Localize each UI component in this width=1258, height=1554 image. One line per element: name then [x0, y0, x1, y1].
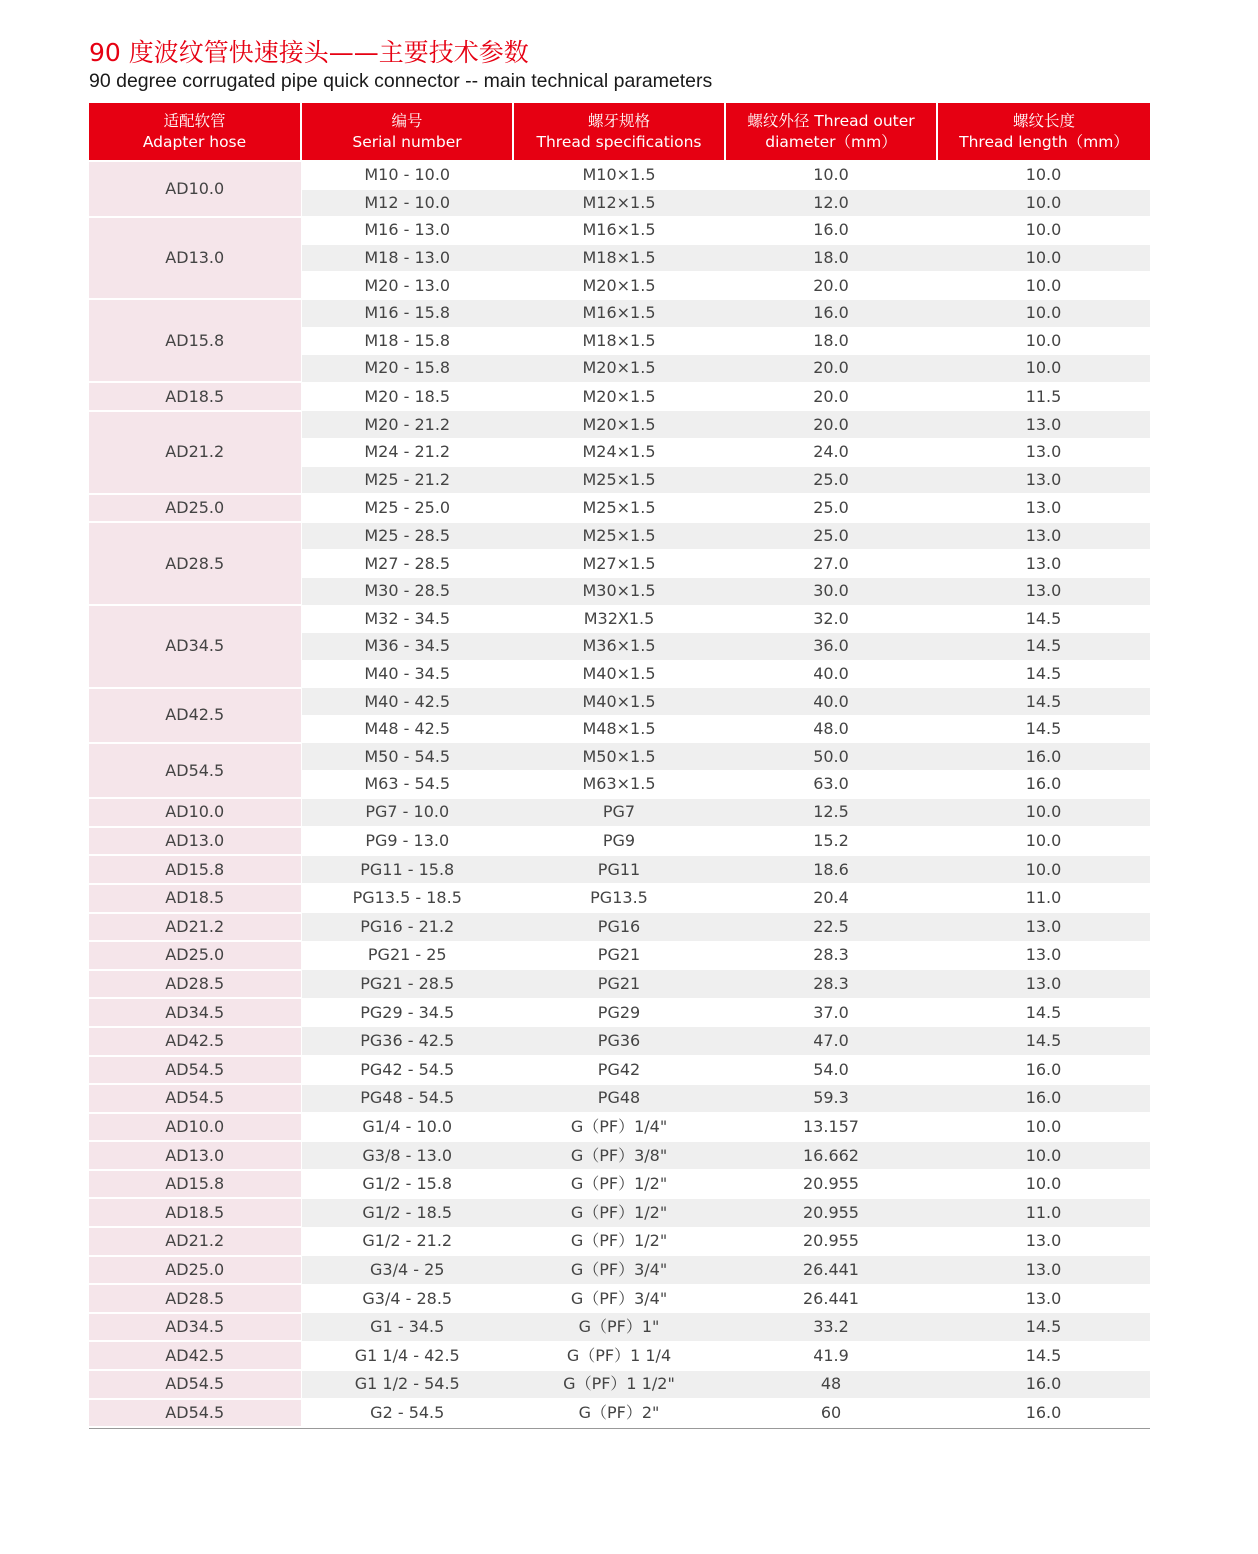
thread-length-cell: 14.5 [937, 633, 1150, 661]
table-row [89, 1227, 1150, 1256]
outer-diameter-cell: 20.0 [725, 272, 937, 300]
adapter-hose-cell: AD34.5 [89, 998, 301, 1027]
serial-number-cell: M25 - 21.2 [301, 466, 513, 494]
thread-length-cell: 13.0 [937, 1227, 1150, 1256]
adapter-hose-cell: AD28.5 [89, 522, 301, 605]
outer-diameter-cell: 40.0 [725, 660, 937, 688]
outer-diameter-cell: 60 [725, 1399, 937, 1428]
serial-number-cell: PG16 - 21.2 [301, 913, 513, 942]
outer-diameter-cell: 16.0 [725, 217, 937, 245]
thread-spec-cell: PG21 [513, 941, 725, 970]
serial-number-cell: PG7 - 10.0 [301, 798, 513, 827]
serial-number-cell: M25 - 25.0 [301, 494, 513, 523]
thread-length-cell: 16.0 [937, 771, 1150, 799]
table-body [89, 161, 1150, 1427]
adapter-hose-cell: AD21.2 [89, 1227, 301, 1256]
table-row [89, 1399, 1150, 1428]
table-row [89, 1256, 1150, 1285]
table-row [89, 1370, 1150, 1399]
outer-diameter-cell: 22.5 [725, 913, 937, 942]
outer-diameter-cell: 12.5 [725, 798, 937, 827]
thread-length-cell: 10.0 [937, 1141, 1150, 1170]
outer-diameter-cell: 33.2 [725, 1313, 937, 1342]
serial-number-cell: M20 - 21.2 [301, 411, 513, 439]
outer-diameter-cell: 37.0 [725, 998, 937, 1027]
serial-number-cell: M16 - 15.8 [301, 299, 513, 327]
thread-length-cell: 14.5 [937, 1313, 1150, 1342]
outer-diameter-cell: 20.955 [725, 1198, 937, 1227]
thread-spec-cell: M16×1.5 [513, 217, 725, 245]
serial-number-cell: M25 - 28.5 [301, 522, 513, 550]
outer-diameter-cell: 18.6 [725, 855, 937, 884]
thread-spec-cell: PG42 [513, 1056, 725, 1085]
thread-length-cell: 11.5 [937, 382, 1150, 411]
serial-number-cell: G1/2 - 18.5 [301, 1198, 513, 1227]
serial-number-cell: G1/2 - 15.8 [301, 1170, 513, 1199]
thread-spec-cell: G（PF）1/2" [513, 1170, 725, 1199]
serial-number-cell: M18 - 13.0 [301, 244, 513, 272]
adapter-hose-cell: AD10.0 [89, 1113, 301, 1142]
adapter-hose-cell: AD54.5 [89, 1056, 301, 1085]
adapter-hose-cell: AD28.5 [89, 1284, 301, 1313]
page-title: 90 度波纹管快速接头——主要技术参数 [89, 38, 529, 67]
header-adapter-hose [89, 103, 301, 161]
adapter-hose-cell: AD54.5 [89, 1399, 301, 1428]
thread-spec-cell: PG11 [513, 855, 725, 884]
serial-number-cell: PG36 - 42.5 [301, 1027, 513, 1056]
outer-diameter-cell: 27.0 [725, 550, 937, 578]
outer-diameter-cell: 25.0 [725, 494, 937, 523]
header-label-cn: 适配软管 [163, 111, 226, 130]
serial-number-cell: PG42 - 54.5 [301, 1056, 513, 1085]
serial-number-cell: M18 - 15.8 [301, 327, 513, 355]
header-thread-outer-diameter [725, 103, 937, 161]
table-row [89, 913, 1150, 942]
adapter-hose-cell: AD54.5 [89, 1084, 301, 1113]
thread-length-cell: 14.5 [937, 605, 1150, 633]
outer-diameter-cell: 25.0 [725, 466, 937, 494]
thread-spec-cell: M16×1.5 [513, 299, 725, 327]
serial-number-cell: G1/2 - 21.2 [301, 1227, 513, 1256]
serial-number-cell: G1 - 34.5 [301, 1313, 513, 1342]
adapter-hose-cell: AD13.0 [89, 1141, 301, 1170]
thread-spec-cell: M25×1.5 [513, 466, 725, 494]
thread-spec-cell: M25×1.5 [513, 494, 725, 523]
thread-spec-cell: G（PF）1/4" [513, 1113, 725, 1142]
serial-number-cell: M50 - 54.5 [301, 743, 513, 771]
thread-spec-cell: M40×1.5 [513, 688, 725, 716]
thread-spec-cell: G（PF）3/4" [513, 1256, 725, 1285]
thread-spec-cell: M32X1.5 [513, 605, 725, 633]
serial-number-cell: M40 - 42.5 [301, 688, 513, 716]
outer-diameter-cell: 13.157 [725, 1113, 937, 1142]
thread-spec-cell: G（PF）1 1/4 [513, 1341, 725, 1370]
outer-diameter-cell: 12.0 [725, 189, 937, 217]
thread-length-cell: 13.0 [937, 466, 1150, 494]
thread-length-cell: 10.0 [937, 355, 1150, 383]
adapter-hose-cell: AD54.5 [89, 743, 301, 798]
thread-length-cell: 11.0 [937, 884, 1150, 913]
thread-length-cell: 10.0 [937, 244, 1150, 272]
table-row [89, 884, 1150, 913]
adapter-hose-cell: AD42.5 [89, 688, 301, 743]
table-row [89, 522, 1150, 550]
serial-number-cell: PG21 - 28.5 [301, 970, 513, 999]
thread-length-cell: 13.0 [937, 941, 1150, 970]
thread-length-cell: 14.5 [937, 1341, 1150, 1370]
thread-spec-cell: PG21 [513, 970, 725, 999]
thread-length-cell: 13.0 [937, 1256, 1150, 1285]
adapter-hose-cell: AD18.5 [89, 1198, 301, 1227]
thread-length-cell: 13.0 [937, 494, 1150, 523]
outer-diameter-cell: 47.0 [725, 1027, 937, 1056]
serial-number-cell: G2 - 54.5 [301, 1399, 513, 1428]
table-row [89, 798, 1150, 827]
thread-length-cell: 14.5 [937, 660, 1150, 688]
outer-diameter-cell: 59.3 [725, 1084, 937, 1113]
header-label-cn: 编号 [391, 111, 423, 130]
table-row [89, 1027, 1150, 1056]
header-label-cn: 螺纹外径 Thread outer [747, 111, 915, 130]
thread-spec-cell: M20×1.5 [513, 411, 725, 439]
thread-length-cell: 10.0 [937, 1113, 1150, 1142]
adapter-hose-cell: AD15.8 [89, 299, 301, 382]
thread-length-cell: 10.0 [937, 798, 1150, 827]
outer-diameter-cell: 32.0 [725, 605, 937, 633]
header-label-cn: 螺牙规格 [587, 111, 650, 130]
adapter-hose-cell: AD21.2 [89, 913, 301, 942]
thread-spec-cell: G（PF）1" [513, 1313, 725, 1342]
serial-number-cell: PG48 - 54.5 [301, 1084, 513, 1113]
outer-diameter-cell: 28.3 [725, 970, 937, 999]
thread-length-cell: 13.0 [937, 411, 1150, 439]
table-row [89, 382, 1150, 411]
header-label-en: Thread length（mm） [959, 132, 1129, 151]
adapter-hose-cell: AD34.5 [89, 605, 301, 688]
outer-diameter-cell: 24.0 [725, 438, 937, 466]
thread-length-cell: 13.0 [937, 970, 1150, 999]
table-row [89, 827, 1150, 856]
thread-length-cell: 13.0 [937, 913, 1150, 942]
thread-length-cell: 10.0 [937, 327, 1150, 355]
thread-length-cell: 10.0 [937, 189, 1150, 217]
serial-number-cell: G3/4 - 28.5 [301, 1284, 513, 1313]
table-row [89, 743, 1150, 771]
serial-number-cell: G1 1/2 - 54.5 [301, 1370, 513, 1399]
table-row [89, 1341, 1150, 1370]
adapter-hose-cell: AD42.5 [89, 1341, 301, 1370]
serial-number-cell: M24 - 21.2 [301, 438, 513, 466]
outer-diameter-cell: 28.3 [725, 941, 937, 970]
serial-number-cell: M63 - 54.5 [301, 771, 513, 799]
outer-diameter-cell: 16.0 [725, 299, 937, 327]
adapter-hose-cell: AD34.5 [89, 1313, 301, 1342]
thread-spec-cell: M40×1.5 [513, 660, 725, 688]
thread-length-cell: 10.0 [937, 272, 1150, 300]
thread-spec-cell: M24×1.5 [513, 438, 725, 466]
serial-number-cell: M20 - 18.5 [301, 382, 513, 411]
adapter-hose-cell: AD18.5 [89, 884, 301, 913]
serial-number-cell: M27 - 28.5 [301, 550, 513, 578]
table-row [89, 970, 1150, 999]
adapter-hose-cell: AD54.5 [89, 1370, 301, 1399]
table-row [89, 1313, 1150, 1342]
thread-spec-cell: M20×1.5 [513, 382, 725, 411]
outer-diameter-cell: 16.662 [725, 1141, 937, 1170]
thread-length-cell: 10.0 [937, 217, 1150, 245]
outer-diameter-cell: 20.0 [725, 382, 937, 411]
outer-diameter-cell: 48 [725, 1370, 937, 1399]
serial-number-cell: M32 - 34.5 [301, 605, 513, 633]
thread-length-cell: 13.0 [937, 577, 1150, 605]
thread-length-cell: 10.0 [937, 827, 1150, 856]
outer-diameter-cell: 30.0 [725, 577, 937, 605]
adapter-hose-cell: AD42.5 [89, 1027, 301, 1056]
thread-length-cell: 13.0 [937, 522, 1150, 550]
adapter-hose-cell: AD15.8 [89, 855, 301, 884]
thread-spec-cell: G（PF）3/4" [513, 1284, 725, 1313]
table-row [89, 998, 1150, 1027]
table-row [89, 1056, 1150, 1085]
adapter-hose-cell: AD21.2 [89, 411, 301, 494]
thread-length-cell: 16.0 [937, 1370, 1150, 1399]
serial-number-cell: G1/4 - 10.0 [301, 1113, 513, 1142]
outer-diameter-cell: 20.0 [725, 355, 937, 383]
serial-number-cell: PG21 - 25 [301, 941, 513, 970]
table-header [89, 103, 1150, 161]
serial-number-cell: PG29 - 34.5 [301, 998, 513, 1027]
thread-spec-cell: M27×1.5 [513, 550, 725, 578]
thread-spec-cell: M30×1.5 [513, 577, 725, 605]
thread-spec-cell: M18×1.5 [513, 244, 725, 272]
outer-diameter-cell: 54.0 [725, 1056, 937, 1085]
outer-diameter-cell: 26.441 [725, 1284, 937, 1313]
header-label-cn: 螺纹长度 [1012, 111, 1075, 130]
thread-spec-cell: M25×1.5 [513, 522, 725, 550]
thread-spec-cell: M36×1.5 [513, 633, 725, 661]
outer-diameter-cell: 63.0 [725, 771, 937, 799]
adapter-hose-cell: AD25.0 [89, 941, 301, 970]
thread-length-cell: 10.0 [937, 161, 1150, 189]
outer-diameter-cell: 20.4 [725, 884, 937, 913]
thread-spec-cell: M10×1.5 [513, 161, 725, 189]
outer-diameter-cell: 15.2 [725, 827, 937, 856]
table-bottom-rule [89, 1428, 1150, 1429]
thread-length-cell: 13.0 [937, 438, 1150, 466]
header-label-en: diameter（mm） [765, 132, 897, 151]
outer-diameter-cell: 25.0 [725, 522, 937, 550]
thread-length-cell: 14.5 [937, 998, 1150, 1027]
serial-number-cell: PG13.5 - 18.5 [301, 884, 513, 913]
adapter-hose-cell: AD18.5 [89, 382, 301, 411]
thread-length-cell: 16.0 [937, 1399, 1150, 1428]
thread-spec-cell: PG16 [513, 913, 725, 942]
table-row [89, 299, 1150, 327]
outer-diameter-cell: 18.0 [725, 327, 937, 355]
table-row [89, 161, 1150, 189]
thread-spec-cell: PG13.5 [513, 884, 725, 913]
thread-spec-cell: PG48 [513, 1084, 725, 1113]
thread-length-cell: 10.0 [937, 855, 1150, 884]
thread-length-cell: 16.0 [937, 1056, 1150, 1085]
serial-number-cell: G3/4 - 25 [301, 1256, 513, 1285]
thread-spec-cell: M20×1.5 [513, 272, 725, 300]
thread-length-cell: 10.0 [937, 1170, 1150, 1199]
thread-spec-cell: G（PF）1/2" [513, 1198, 725, 1227]
thread-spec-cell: M50×1.5 [513, 743, 725, 771]
table-row [89, 411, 1150, 439]
table-row [89, 1198, 1150, 1227]
serial-number-cell: M30 - 28.5 [301, 577, 513, 605]
thread-length-cell: 10.0 [937, 299, 1150, 327]
serial-number-cell: M12 - 10.0 [301, 189, 513, 217]
header-row [89, 103, 1150, 161]
thread-spec-cell: M18×1.5 [513, 327, 725, 355]
serial-number-cell: PG9 - 13.0 [301, 827, 513, 856]
adapter-hose-cell: AD15.8 [89, 1170, 301, 1199]
table-row [89, 1141, 1150, 1170]
outer-diameter-cell: 26.441 [725, 1256, 937, 1285]
serial-number-cell: G3/8 - 13.0 [301, 1141, 513, 1170]
outer-diameter-cell: 48.0 [725, 715, 937, 743]
table-row [89, 1084, 1150, 1113]
adapter-hose-cell: AD28.5 [89, 970, 301, 999]
outer-diameter-cell: 50.0 [725, 743, 937, 771]
header-label-en: Serial number [352, 132, 462, 151]
serial-number-cell: M40 - 34.5 [301, 660, 513, 688]
table-row [89, 1170, 1150, 1199]
thread-length-cell: 11.0 [937, 1198, 1150, 1227]
outer-diameter-cell: 20.0 [725, 411, 937, 439]
thread-length-cell: 13.0 [937, 550, 1150, 578]
serial-number-cell: M48 - 42.5 [301, 715, 513, 743]
outer-diameter-cell: 10.0 [725, 161, 937, 189]
adapter-hose-cell: AD25.0 [89, 494, 301, 523]
table-row [89, 941, 1150, 970]
thread-spec-cell: G（PF）3/8" [513, 1141, 725, 1170]
serial-number-cell: PG11 - 15.8 [301, 855, 513, 884]
serial-number-cell: M36 - 34.5 [301, 633, 513, 661]
table-row [89, 605, 1150, 633]
table-row [89, 494, 1150, 523]
header-label-en: Thread specifications [536, 132, 702, 151]
thread-spec-cell: PG7 [513, 798, 725, 827]
thread-spec-cell: M12×1.5 [513, 189, 725, 217]
serial-number-cell: G1 1/4 - 42.5 [301, 1341, 513, 1370]
table-row [89, 1284, 1150, 1313]
table-row [89, 688, 1150, 716]
adapter-hose-cell: AD13.0 [89, 827, 301, 856]
thread-length-cell: 13.0 [937, 1284, 1150, 1313]
table-row [89, 855, 1150, 884]
outer-diameter-cell: 20.955 [725, 1170, 937, 1199]
outer-diameter-cell: 40.0 [725, 688, 937, 716]
thread-spec-cell: M20×1.5 [513, 355, 725, 383]
thread-spec-cell: PG9 [513, 827, 725, 856]
outer-diameter-cell: 36.0 [725, 633, 937, 661]
outer-diameter-cell: 41.9 [725, 1341, 937, 1370]
header-label-en: Adapter hose [142, 132, 247, 151]
thread-length-cell: 14.5 [937, 715, 1150, 743]
thread-spec-cell: G（PF）1 1/2" [513, 1370, 725, 1399]
header-serial-number [301, 103, 513, 161]
serial-number-cell: M10 - 10.0 [301, 161, 513, 189]
outer-diameter-cell: 18.0 [725, 244, 937, 272]
header-thread-length [937, 103, 1150, 161]
serial-number-cell: M20 - 13.0 [301, 272, 513, 300]
thread-length-cell: 16.0 [937, 743, 1150, 771]
header-thread-specifications [513, 103, 725, 161]
thread-length-cell: 16.0 [937, 1084, 1150, 1113]
thread-spec-cell: M48×1.5 [513, 715, 725, 743]
thread-spec-cell: PG29 [513, 998, 725, 1027]
table-row [89, 217, 1150, 245]
adapter-hose-cell: AD13.0 [89, 217, 301, 300]
adapter-hose-cell: AD10.0 [89, 161, 301, 217]
serial-number-cell: M20 - 15.8 [301, 355, 513, 383]
thread-spec-cell: G（PF）2" [513, 1399, 725, 1428]
table-row [89, 1113, 1150, 1142]
thread-length-cell: 14.5 [937, 688, 1150, 716]
serial-number-cell: M16 - 13.0 [301, 217, 513, 245]
thread-length-cell: 14.5 [937, 1027, 1150, 1056]
thread-spec-cell: G（PF）1/2" [513, 1227, 725, 1256]
spec-table [89, 103, 1150, 1428]
page-subtitle: 90 degree corrugated pipe quick connector -- main technical parameters [89, 70, 713, 92]
adapter-hose-cell: AD25.0 [89, 1256, 301, 1285]
outer-diameter-cell: 20.955 [725, 1227, 937, 1256]
adapter-hose-cell: AD10.0 [89, 798, 301, 827]
thread-spec-cell: PG36 [513, 1027, 725, 1056]
thread-spec-cell: M63×1.5 [513, 771, 725, 799]
